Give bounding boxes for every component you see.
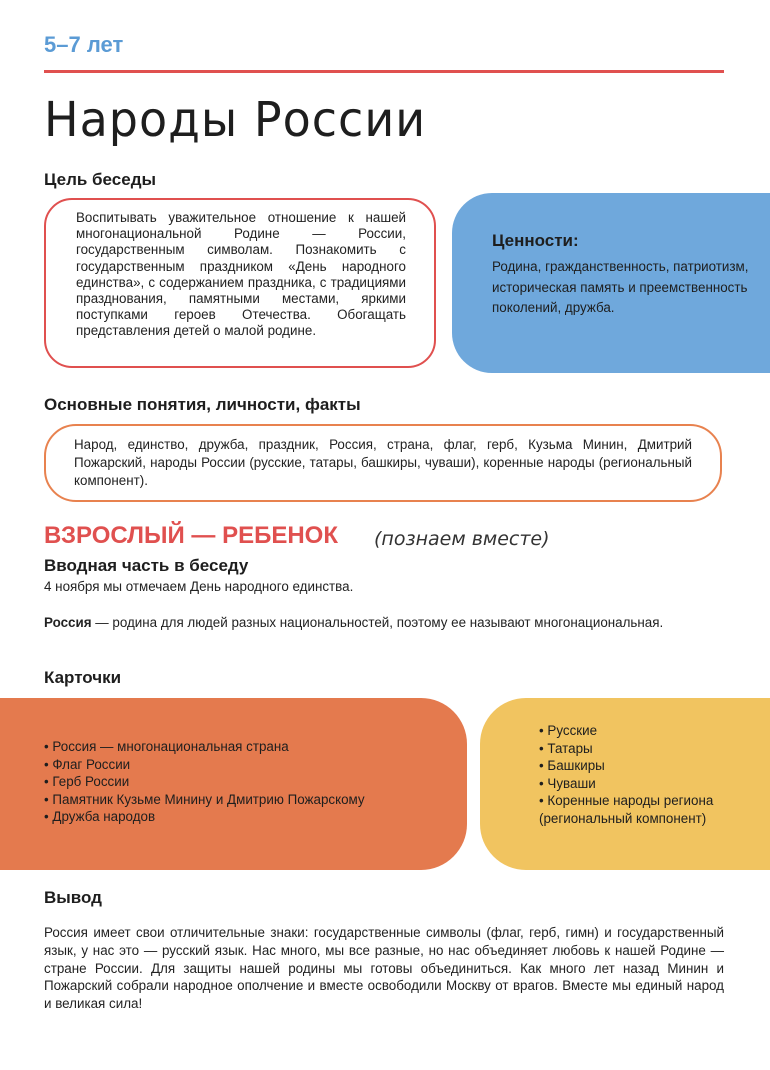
intro-heading: Вводная часть в беседу: [44, 556, 249, 575]
header-divider: [44, 70, 724, 73]
age-label: 5–7 лет: [44, 32, 124, 57]
values-box: [452, 193, 770, 373]
list-item: • Татары: [539, 740, 760, 758]
goal-heading: Цель беседы: [44, 170, 157, 189]
list-item: • Герб России: [44, 773, 457, 791]
intro-line1: 4 ноября мы отмечаем День народного единства.: [44, 579, 354, 594]
list-item: • Памятник Кузьме Минину и Дмитрию Пожарскому: [44, 791, 457, 809]
goal-box: [44, 198, 436, 368]
list-item: • Башкиры: [539, 757, 760, 775]
cards-right-list: [539, 722, 760, 828]
goal-text: Воспитывать уважительное отношение к нашей многонациональной Родине — России, государственным символам. Познакомить с государственным праздником «День народного единства», с содержанием праздника, с традициями празднования, памятными местами, яркими поступками героев Отечества. Обогащать представления детей о малой родине.: [76, 210, 406, 339]
values-heading: Ценности:: [492, 231, 579, 250]
section-banner: ВЗРОСЛЫЙ — РЕБЕНОК: [44, 522, 338, 549]
list-item: • Россия — многонациональная страна: [44, 738, 457, 756]
concepts-box: [44, 424, 722, 502]
concepts-heading: Основные понятия, личности, факты: [44, 395, 361, 414]
list-item: • Флаг России: [44, 756, 457, 774]
list-item: • Коренные народы региона (региональный компонент): [539, 792, 760, 827]
list-item: • Дружба народов: [44, 808, 457, 826]
values-text: Родина, гражданственность, патриотизм, историческая память и преемственность поколений, дружба.: [492, 259, 749, 315]
conclusion-heading: Вывод: [44, 888, 102, 907]
page-title: Народы России: [44, 90, 427, 148]
intro-line2: [44, 614, 724, 632]
list-item: • Чуваши: [539, 775, 760, 793]
cards-right-panel: [480, 698, 770, 870]
section-banner-note: (познаем вместе): [374, 528, 550, 550]
concepts-text: Народ, единство, дружба, праздник, Россия, страна, флаг, герб, Кузьма Минин, Дмитрий Пожарский, народы России (русские, татары, башкиры, чуваши), коренные народы (региональный компонент).: [74, 437, 692, 488]
conclusion-text: Россия имеет свои отличительные знаки: государственные символы (флаг, герб, гимн) и государственный язык, у нас это — русский язык. Нас много, мы все разные, но нас объединяет любовь к нашей Родине — стране России. Для защиты нашей родины мы готовы объединиться. Как много лет назад Минин и Пожарский собрали народное ополчение и вместе освободили Москву от врагов. Вместе мы единый народ и великая сила!: [44, 925, 724, 1012]
intro-line2-rest: — родина для людей разных национальностей, поэтому ее называют многонациональная.: [91, 615, 664, 630]
intro-line2-bold: Россия: [44, 615, 92, 630]
list-item: • Русские: [539, 722, 760, 740]
cards-heading: Карточки: [44, 668, 122, 687]
cards-left-list: [44, 738, 457, 826]
cards-left-panel: [0, 698, 467, 870]
